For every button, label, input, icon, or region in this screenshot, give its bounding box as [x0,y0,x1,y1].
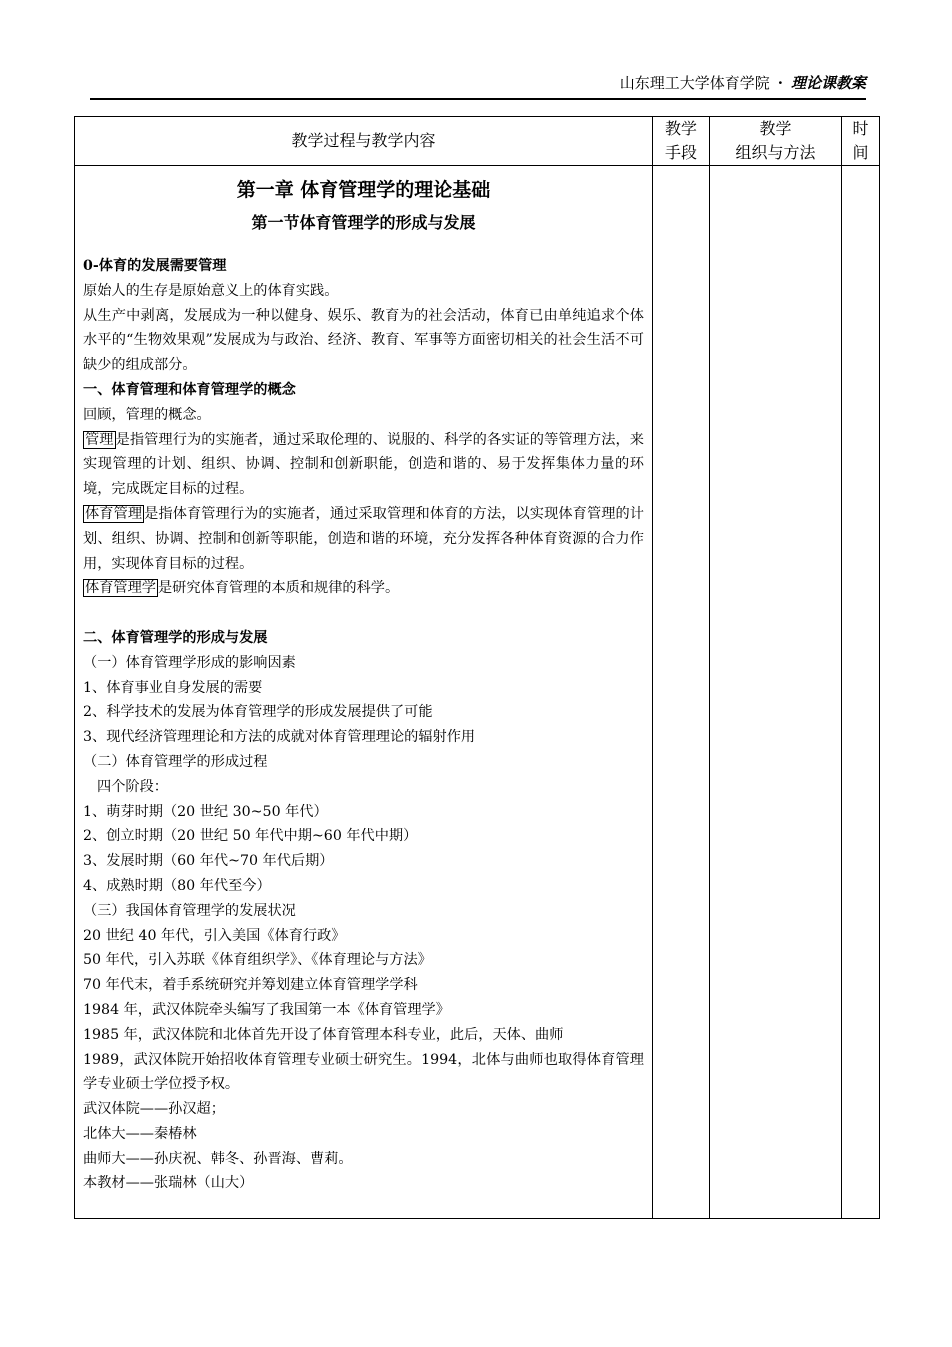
timeline-item: 1984 年，武汉体院牵头编写了我国第一本《体育管理学》 [83,1001,450,1018]
time-cell [842,166,880,1219]
organization-cell [710,166,842,1219]
stages-label: 四个阶段： [97,778,168,795]
term-box: 体育管理 [85,505,143,522]
paragraph: 回顾，管理的概念。 [83,406,211,423]
header-separator: · [777,74,783,92]
list-item: 1、体育事业自身发展的需要 [83,679,263,696]
list-item: 3、现代经济管理理论和方法的成就对体育管理理论的辐射作用 [83,729,476,746]
table-body-row [75,166,880,1219]
definition-management: 管理 是指管理行为的实施者，通过采取伦理的、说服的、科学的各实证的等管理方法，来实现管理的计划、组织、协调、控制和创新职能，创造和谐的、易于发挥集体力量的环境，完成既定目标的过程。 [83,431,644,498]
term-box: 体育管理学 [85,580,156,597]
definition-sport-management: 体育管理 是指体育管理行为的实施者，通过采取管理和体育的方法，以实现体育管理的计划、组织、协调、控制和创新等职能，创造和谐的环境，充分发挥各种体育资源的合力作用，实现体育目标的过程。 [83,505,644,572]
page-header [90,70,866,100]
header-means-column: 教学 手段 [653,117,710,166]
person-item: 曲师大——孙庆祝、韩冬、孙晋海、曹莉。 [83,1150,353,1167]
header-time-column: 时 间 [842,117,880,166]
timeline-item: 1985 年，武汉体院和北体首先开设了体育管理本科专业，此后，天体、曲师 [83,1026,564,1043]
term-box: 管理 [85,431,114,448]
list-item: 4、成熟时期（80 年代至今） [83,877,271,894]
person-item: 本教材——张瑞林（山大） [83,1175,254,1192]
section-title: 第一节体育管理学的形成与发展 [251,213,476,232]
list-item: 3、发展时期（60 年代~70 年代后期） [83,853,334,870]
header-organization-column: 教学 组织与方法 [710,117,842,166]
header-content-column: 教学过程与教学内容 [75,117,653,166]
list-item: 1、萌芽时期（20 世纪 30~50 年代） [83,803,328,820]
table-header-row [75,117,880,166]
subheading: （三）我国体育管理学的发展状况 [83,902,296,919]
lesson-plan-table [74,116,880,1219]
timeline-item: 20 世纪 40 年代，引入美国《体育行政》 [83,927,346,944]
person-item: 北体大——秦椿林 [83,1125,197,1142]
paragraph: 原始人的生存是原始意义上的体育实践。 [83,282,339,299]
means-cell [653,166,710,1219]
lesson-content-cell [75,166,653,1219]
definition-sport-management-science: 体育管理学 是研究体育管理的本质和规律的科学。 [85,580,400,597]
subheading: （一）体育管理学形成的影响因素 [83,654,296,671]
paragraph: 从生产中剥离，发展成为一种以健身、娱乐、教育为的社会活动，体育已由单纯追求个体水平的“生物效果观”发展成为与政治、经济、教育、军事等方面密切相关的社会生活不可缺少的组成部分。 [83,307,644,374]
document-type: 理论课教案 [790,74,866,92]
list-item: 2、创立时期（20 世纪 50 年代中期~60 年代中期） [83,828,418,845]
heading-0: 0-体育的发展需要管理 [83,258,227,274]
subheading: （二）体育管理学的形成过程 [83,753,268,770]
heading-1: 一、体育管理和体育管理学的概念 [83,381,296,398]
list-item: 2、科学技术的发展为体育管理学的形成发展提供了可能 [83,704,433,721]
person-item: 武汉体院——孙汉超； [83,1101,225,1118]
timeline-item: 1989，武汉体院开始招收体育管理专业硕士研究生。1994，北体与曲师也取得体育管理学专业硕士学位授予权。 [83,1051,644,1093]
heading-2: 二、体育管理学的形成与发展 [83,629,268,646]
timeline-item: 50 年代，引入苏联《体育组织学》、《体育理论与方法》 [83,952,432,969]
chapter-title: 第一章 体育管理学的理论基础 [236,179,491,201]
school-name: 山东理工大学体育学院 [619,74,770,92]
timeline-item: 70 年代末，着手系统研究并筹划建立体育管理学学科 [83,977,418,994]
